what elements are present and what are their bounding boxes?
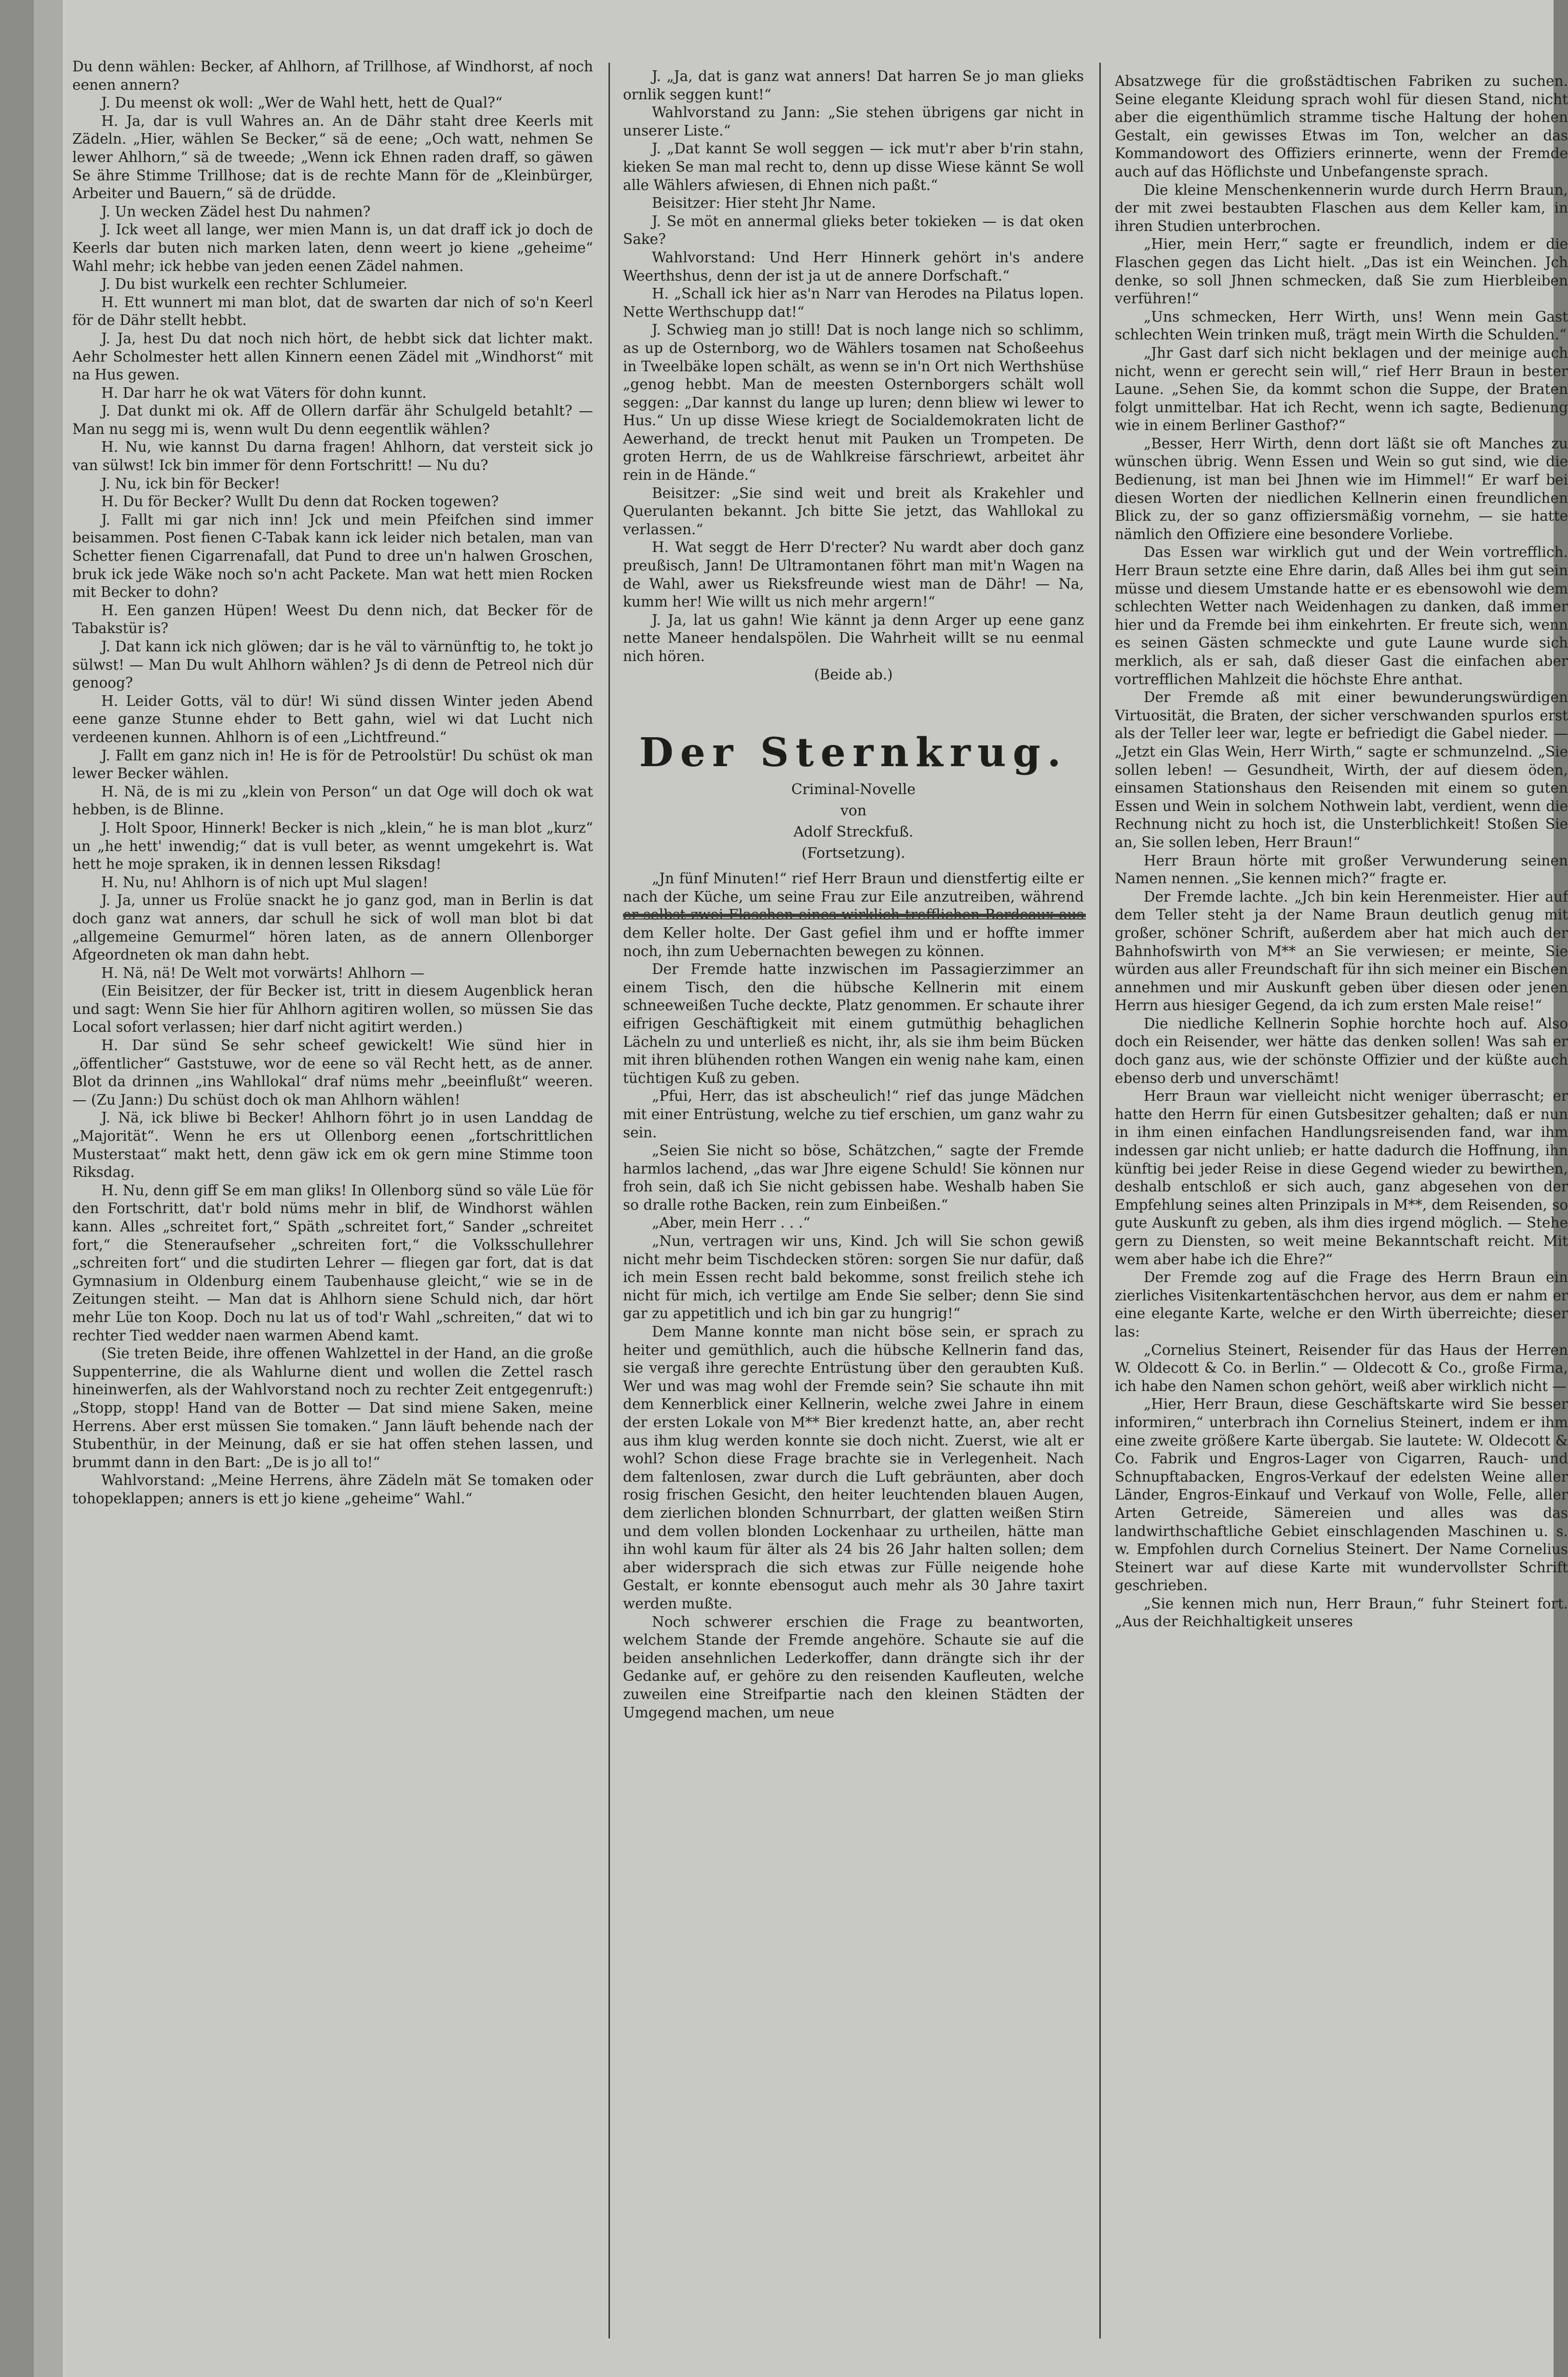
paragraph: J. „Ja, dat is ganz wat anners! Dat harren Se jo man glieks ornlik seggen kunt!“ [623, 68, 1084, 103]
paragraph: „Nun, vertragen wir uns, Kind. Jch will Sie schon gewiß nicht mehr beim Tischdecken stören: sorgen Sie nur dafür, daß ich mein Essen recht bald bekomme, sonst freilich stehe ich nicht für mich, ich vertilge am Ende Sie selber; denn Sie sind gar zu appetitlich und ich bin gar zu hungrig!“ [623, 1233, 1084, 1322]
paragraph: Noch schwerer erschien die Frage zu beantworten, welchem Stande der Fremde angehöre. Schaute sie auf die beiden ansehnlichen Lederkoffer, dann drängte sich ihr der Gedanke auf, er gehöre zu den reisenden Kaufleuten, welche zuweilen eine Streifpartie nach den kleinen Städten der Umgegend machen, um neue [623, 1613, 1084, 1721]
paragraph: (Ein Beisitzer, der für Becker ist, tritt in diesem Augenblick heran und sagt: Wenn Sie hier für Ahlhorn agitiren wollen, so müssen Sie das Local sofort verlassen; hier darf nicht agitirt werden.) [72, 983, 593, 1036]
paragraph: H. „Schall ick hier as'n Narr van Herodes na Pilatus lopen. Nette Werthschupp dat!“ [623, 285, 1084, 320]
paragraph: J. Fallt mi gar nich inn! Jck und mein Pfeifchen sind immer beisammen. Post fienen C-Tabak kann ick leider nich betalen, man van Schetter fienen Cigarrenafall, dat Pund to dree un'n halwen Groschen, bruk ick jede Wäke noch so'n acht Packete. Man wat hett mien Rocken mit Becker to dohn? [72, 511, 593, 601]
paragraph: Die niedliche Kellnerin Sophie horchte hoch auf. Also doch ein Reisender, wer hätte das denken sollen! Was sah er doch ganz aus, wie der schönste Offizier und der küßte auch ebenso derb und unverschämt! [1115, 1015, 1568, 1086]
paragraph: H. Dar sünd Se sehr scheef gewickelt! Wie sünd hier in „öffentlicher“ Gaststuwe, wor de eene so väl Recht hett, as de anner. Blot da drinnen „ins Wahllokal“ draf nüms mehr „beeinflußt“ weeren. — (Zu Jann:) Du schüst doch ok man Ahlhorn wählen! [72, 1037, 593, 1108]
paragraph: J. „Dat kannt Se woll seggen — ick mut'r aber b'rin stahn, kieken Se man mal recht to, denn up disse Wiese kännt Se woll alle Wählers afwiesen, di Ehnen nich paßt.“ [623, 140, 1084, 193]
paragraph: „Uns schmecken, Herr Wirth, uns! Wenn mein Gast schlechten Wein trinken muß, trägt mein Wirth die Schulden.“ [1115, 308, 1568, 343]
paragraph: J. Fallt em ganz nich in! He is för de Petroolstür! Du schüst ok man lewer Becker wählen. [72, 747, 593, 782]
paragraph: Wahlvorstand zu Jann: „Sie stehen übrigens gar nicht in unserer Liste.“ [623, 104, 1084, 139]
paragraph: „Besser, Herr Wirth, denn dort läßt sie oft Manches zu wünschen übrig. Wenn Essen und Wein so gut sind, wie die Bedienung, ist man bei Jhnen wie im Himmel!“ Er warf bei diesen Worten der niedlichen Kellnerin einen freundlichen Blick zu, der so ganz offiziersmäßig vornehm, — sie hatte nämlich den Offiziere eine besondere Vorliebe. [1115, 435, 1568, 542]
paragraph: Wahlvorstand: „Meine Herrens, ähre Zädeln mät Se tomaken oder tohopeklappen; anners is ett jo kiene „geheime“ Wahl.“ [72, 1472, 593, 1507]
paragraph: Herr Braun hörte mit großer Verwunderung seinen Namen nennen. „Sie kennen mich?“ fragte er. [1115, 852, 1568, 887]
stage-direction-exit: (Beide ab.) [814, 666, 893, 683]
paragraph: J. Nä, ick bliwe bi Becker! Ahlhorn föhrt jo in usen Landdag de „Majorität“. Wenn he ers ut Ollenborg eenen „fortschrittlichen Musterstaat“ makt hett, denn gäw ick em ok gern mine Stimme toon Riksdag. [72, 1109, 593, 1181]
paragraph: H. Nä, nä! De Welt mot vorwärts! Ahlhorn — [101, 964, 425, 981]
section-rule-thin [623, 918, 1086, 919]
column-left-dialog [72, 58, 593, 2324]
spacer [623, 695, 1084, 707]
paragraph: Herr Braun war vielleicht nicht weniger überrascht; er hatte den Herrn für einen Gutsbesitzer gehalten; daß er nun in ihm einen einfachen Handlungsreisenden fand, war ihm indessen gar nicht unlieb; er hatte dadurch die Hoffnung, ihn künftig bei jeder Reise in diese Gegend wieder zu bewirthen, deshalb entschloß er sich auch, ganz abgesehen von der Empfehlung seines alten Prinzipals in M**, dem Reisenden, so gute Auskunft zu geben, als ihm dies irgend möglich. — Stehe gern zu Diensten, so weit meine Bekanntschaft reicht. Mit wem aber habe ich die Ehre?“ [1115, 1088, 1568, 1268]
paragraph: J. Du bist wurkelk een rechter Schlumeier. [101, 276, 408, 293]
paragraph: H. Nu, nu! Ahlhorn is of nich upt Mul slagen! [101, 874, 429, 891]
spacer [623, 684, 1084, 695]
paragraph: „Jhr Gast darf sich nicht beklagen und der meinige auch nicht, wenn er gerecht sein will,“ rief Herr Braun in bester Laune. „Sehen Sie, da kommt schon die Suppe, der Braten folgt unmittelbar. Hat ich Recht, wenn ich sagte, Bedienung wie in einem Berliner Gasthof?“ [1115, 344, 1568, 434]
paragraph: J. Dat dunkt mi ok. Aff de Ollern darfär ähr Schulgeld betahlt? — Man nu segg mi is, wenn wult Du denn eegentlik wählen? [72, 403, 593, 437]
paragraph: Der Fremde zog auf die Frage des Herrn Braun ein zierliches Visitenkartentäschchen hervor, aus dem er nahm er eine elegante Karte, welche er den Wirth überreichte; dieser las: [1115, 1269, 1568, 1340]
paragraph: „Seien Sie nicht so böse, Schätzchen,“ sagte der Fremde harmlos lachend, „das war Jhre eigene Schuld! Sie können nur froh sein, daß ich Sie nicht gebissen habe. Weshalb haben Sie so dralle rothe Backen, rein zum Einbeißen.“ [623, 1142, 1084, 1213]
paragraph: J. Nu, ick bin för Becker! [101, 475, 280, 492]
paragraph: Die kleine Menschenkennerin wurde durch Herrn Braun, der mit zwei bestaubten Flaschen aus dem Keller kam, in ihren Studien unterbrochen. [1115, 181, 1568, 234]
paragraph: „Sie kennen mich nun, Herr Braun,“ fuhr Steinert fort. „Aus der Reichhaltigkeit unseres [1115, 1595, 1568, 1630]
page-gutter [34, 0, 63, 2377]
column-right-story [1115, 72, 1568, 2338]
paragraph: H. Leider Gotts, väl to dür! Wi sünd dissen Winter jeden Abend eene ganze Stunne ehder to Bett gahn, wiel wi dat Lucht nich verdeenen kunnen. Ahlhorn is of een „Lichtfreund.“ [72, 692, 593, 745]
paragraph: „Aber, mein Herr . . .“ [652, 1215, 811, 1231]
paragraph: H. Wat seggt de Herr D'recter? Nu wardt aber doch ganz preußisch, Jann! De Ultramontanen föhrt man mit'n Wagen na de Wahl, awer us Rieksfreunde wiest man de Dähr! — Na, kumm her! Wie willt us nich mehr argern!“ [623, 539, 1084, 610]
paragraph: J. Dat kann ick nich glöwen; dar is he väl to värnünftig to, he tokt jo sülwst! — Man Du wult Ahlhorn wählen? Js di denn de Petreol nich dür genoog? [72, 638, 593, 691]
paragraph: J. Ick weet all lange, wer mien Mann is, un dat draff ick jo doch de Keerls dar buten nich marken laten, denn weert jo kiene „geheime“ Wahl mehr; ick hebbe van jeden eenen Zädel nahmen. [72, 221, 593, 274]
paragraph: Beisitzer: Hier steht Jhr Name. [652, 195, 876, 212]
paragraph: (Sie treten Beide, ihre offenen Wahlzettel in der Hand, an die große Suppenterrine, die als Wahlurne dient und wollen die Zettel rasch hineinwerfen, als der Wahlvorstand noch zu rechter Zeit entgegenruft:) „Stopp, stopp! Hand van de Botter — Dat sind miene Saken, meine Herrens. Aber erst müssen Sie tomaken.“ Jann läuft behende nach der Stubenthür, in der Meinung, daß er sie hat offen stehen lassen, und brummt dann in den Bart: „De is jo all to!“ [72, 1345, 593, 1471]
column-middle [623, 68, 1084, 2334]
paragraph: J. Holt Spoor, Hinnerk! Becker is nich „klein,“ he is man blot „kurz“ un „he hett' inwendig;“ dat is vull beter, as wennt umgekehrt is. Wat hett he moje spraken, ik in dennen lessen Riksdag! [72, 819, 593, 873]
paragraph: J. Se möt en annermal glieks beter tokieken — is dat oken Sake? [623, 213, 1084, 248]
spacer [623, 864, 1084, 870]
story-title: Der Sternkrug. [639, 729, 1068, 776]
paragraph: H. Dar harr he ok wat Väters för dohn kunnt. [101, 384, 427, 401]
story-continuation: (Fortsetzung). [801, 845, 906, 862]
paragraph: J. Ja, unner us Frolüe snackt he jo ganz god, man in Berlin is dat doch ganz wat anners, dar schull he sick of woll man blot bi dat „allgemeine Gemurmel“ hören laten, as de annern Ollenborger Afgeordneten ok man dahn hebt. [72, 892, 593, 963]
paragraph: „Cornelius Steinert, Reisender für das Haus der Herren W. Oldecott & Co. in Berlin.“ — Oldecott & Co., große Firma, ich habe den Namen schon gehört, weiß aber wirklich nicht — [1115, 1341, 1568, 1394]
story-author: Adolf Streckfuß. [793, 824, 914, 841]
paragraph: H. Nu, denn giff Se em man gliks! In Ollenborg sünd so väle Lüe för den Fortschritt, dat'r bold nüms mehr in blif, de Windhorst wählen kann. Alles „schreitet fort,“ Späth „schreitet fort,“ Sander „schreitet fort,“ die Steneraufseher „schreiten fort,“ die Volksschullehrer „schreiten fort“ und die studirten Lehrer — fliegen gar fort, dat is dat Gymnasium in Oldenburg einem Taubenhause gleicht,“ wie se in de Zeitungen steiht. — Man dat is Ahlhorn siene Schuld nich, dar hört mehr Lüe ton Koop. Doch nu lat us of tod'r Wahl „schreiten,“ dat wi to rechter Tied wedder naen warmen Abend kamt. [72, 1182, 593, 1344]
paragraph: Das Essen war wirklich gut und der Wein vortrefflich. Herr Braun setzte eine Ehre darin, daß Alles bei ihm gut sein müsse und diesem Umstande hatte er es ebensowohl wie dem schlechten Wetter nach Weidenhagen zu danken, daß immer hier und da Fremde bei ihm einkehrten. Er freute sich, wenn es seinen Gästen schmeckte und gute Laune wurde sich merklich, als er sah, daß dieser Gast die einfachen aber vortrefflichen Mahlzeit die höchste Ehre anthat. [1115, 544, 1568, 688]
paragraph: Du denn wählen: Becker, af Ahlhorn, af Trillhose, af Windhorst, af noch eenen annern? [72, 58, 593, 93]
paragraph: „Hier, mein Herr,“ sagte er freundlich, indem er die Flaschen gegen das Licht hielt. „Das ist ein Weinchen. Jch denke, so soll Jhnen schmecken, daß Sie zum Hierbleiben verführen!“ [1115, 236, 1568, 307]
story-genre: Criminal-Novelle [791, 781, 916, 798]
paragraph: Wahlvorstand: Und Herr Hinnerk gehört in's andere Weerthshus, denn der ist ja ut de annere Dorfschaft.“ [623, 249, 1084, 284]
paragraph: H. Nu, wie kannst Du darna fragen! Ahlhorn, dat versteit sick jo van sülwst! Ick bin immer för denn Fortschritt! — Nu du? [72, 439, 593, 474]
paragraph: Der Fremde aß mit einer bewunderungswürdigen Virtuosität, die Braten, der sicher verschwanden spurlos erst als der Teller leer war, legte er befriedigt die Gabel nieder. — „Jetzt ein Glas Wein, Herr Wirth,“ sagte er schmunzelnd. „Sie sollen leben! — Gesundheit, Wirth, der auf diesem öden, einsamen Stationshaus den Reisenden mit einem so guten Essen und Wein in solchem Nothwein labt, verdient, wenn die Rechnung nicht zu hoch ist, die Unsterblichkeit! Stoßen Sie an, Sie sollen leben, Herr Braun!“ [1115, 689, 1568, 851]
paragraph: H. Ett wunnert mi man blot, dat de swarten dar nich of so'n Keerl för de Dähr stellt hebbt. [72, 294, 593, 329]
paragraph: J. Schwieg man jo still! Dat is noch lange nich so schlimm, as up de Osternborg, wo de Wählers tosamen nat Schoßeehus in Tweelbäke lopen schält, as wenn se in'n Ort nich Werthshüse „genog hebbt. Man de meesten Osternborgers schält woll seggen: „Dar kannst du lange up luren; denn bliew wi lewer to Hus.“ Un up disse Wiese kriegt de Socialdemokraten licht de Aewerhand, de treckt henut mit Pauken un Trompeten. De groten Herrn, de us de Wahlkreise färschriewt, arbeitet ähr rein in de Hände.“ [623, 322, 1084, 484]
paragraph: Dem Manne konnte man nicht böse sein, er sprach zu heiter und gemüthlich, auch die hübsche Kellnerin fand das, sie vergaß ihre gerechte Entrüstung über den geraubten Kuß. Wer und was mag wohl der Fremde sein? Sie schaute ihn mit dem Kennerblick einer Kellnerin, welche zwei Jahre in einem der ersten Lokale von M** Bier kredenzt hatte, an, aber recht aus ihm klug werden konnte sie doch nicht. Zuerst, wie alt er wohl? Schon diese Frage brachte sie in Verlegenheit. Nach dem faltenlosen, zwar durch die Luft gebräunten, aber doch rosig frischen Gesicht, den heiter leuchtenden blauen Augen, dem zierlichen blonden Schnurrbart, der glatten weißen Stirn und dem vollen blonden Lockenhaar zu urtheilen, hätte man ihn wohl kaum für älter als 24 bis 26 Jahr halten sollen; dem aber widersprach die sich etwas zur Fülle neigende hohe Gestalt, er konnte ebensogut auch mehr als 30 Jahre taxirt werden mußte. [623, 1324, 1084, 1612]
paragraph: Beisitzer: „Sie sind weit und breit als Krakehler und Querulanten bekannt. Jch bitte Sie jetzt, das Wahllokal zu verlassen.“ [623, 485, 1084, 538]
paragraph: H. Du för Becker? Wullt Du denn dat Rocken togewen? [101, 493, 499, 510]
paragraph: J. Du meenst ok woll: „Wer de Wahl hett, hett de Qual?“ [101, 95, 503, 111]
paragraph: „Jn fünf Minuten!“ rief Herr Braun und dienstfertig eilte er nach der Küche, um seine Frau zur Eile anzutreiben, während dem Keller holte. Der Gast gefiel ihm und er hoffte immer noch, ihn zum Uebernachten bewegen zu können. [623, 870, 1084, 959]
paragraph: Der Fremde lachte. „Jch bin kein Herenmeister. Hier auf dem Teller steht ja der Name Braun deutlich genug mit großer, schöner Schrift, außerdem aber hat mich auch der Bahnhofswirth von M** an Sie verwiesen; er meinte, Sie würden aus aller Freundschaft für ihn sich meiner ein Bischen annehmen und mir Auskunft geben über diesen oder jenen Herrn aus hiesiger Gegend, da ich zum ersten Male reise!“ [1115, 888, 1568, 1014]
paragraph: Der Fremde hatte inzwischen im Passagierzimmer an einem Tisch, den die hübsche Kellnerin mit einem schneeweißen Tuche deckte, Platz genommen. Er schaute ihrer eifrigen Geschäftigkeit mit einem gutmüthig behaglichen Lächeln zu und unterließ es nicht, ihr, als sie ihm beim Bücken mit ihren blühenden rothen Wangen ein wenig nahe kam, einen tüchtigen Kuß zu geben. [623, 961, 1084, 1086]
paragraph: Absatzwege für die großstädtischen Fabriken zu suchen. Seine elegante Kleidung sprach wohl für diesen Stand, nicht aber die eigenthümlich stramme tische Haltung der hohen Gestalt, ein gewisses Etwas im Ton, welcher an das Kommandowort des Offiziers erinnerte, wenn der Fremde auch auf das Höflichste und Unbefangenste sprach. [1115, 73, 1568, 180]
paragraph: „Hier, Herr Braun, diese Geschäftskarte wird Sie besser informiren,“ unterbrach ihn Cornelius Steinert, indem er ihm eine zweite größere Karte übergab. Sie lautete: W. Oldecott & Co. Fabrik und Engros-Lager von Cigarren, Rauch- und Schnupftabacken, Engros-Verkauf der edelsten Weine aller Länder, Engros-Einkauf und Verkauf von Wolle, Felle, aller Arten Getreide, Sämereien und alles was das landwirthschaftliche Gebiet einschlagenden Maschinen u. s. w. Empfohlen durch Cornelius Steinert. Der Name Cornelius Steinert war auf diese Karte mit wundervollster Schrift geschrieben. [1115, 1396, 1568, 1594]
paragraph: J. Ja, hest Du dat noch nich hört, de hebbt sick dat lichter makt. Aehr Scholmester hett allen Kinnern eenen Zädel mit „Windhorst“ mit na Hus gewen. [72, 330, 593, 383]
section-rule [623, 914, 1086, 917]
paragraph: H. Nä, de is mi zu „klein von Person“ un dat Oge will doch ok wat hebben, is de Blinne. [72, 783, 593, 818]
paragraph: „Pfui, Herr, das ist abscheulich!“ rief das junge Mädchen mit einer Entrüstung, welche zu tief erschien, um ganz wahr zu sein. [623, 1088, 1084, 1141]
column-rule-right [1099, 63, 1101, 2338]
page-binding [0, 0, 34, 2377]
column-rule-left [608, 63, 610, 2338]
story-byline: von [840, 802, 867, 820]
paragraph: H. Ja, dar is vull Wahres an. An de Dähr staht dree Keerls mit Zädeln. „Hier, wählen Se Becker,“ sä de eene; „Och watt, nehmen Se lewer Ahlhorn,“ sä de tweede; „Wenn ick Ehnen raden draff, so gäwen Se ähre Stimme Trillhose; dat is de rechte Mann för de „Kleinbürger, Arbeiter und Bauern,“ sä de drüdde. [72, 112, 593, 202]
paragraph: J. Un wecken Zädel hest Du nahmen? [101, 203, 371, 220]
paragraph: H. Een ganzen Hüpen! Weest Du denn nich, dat Becker för de Tabakstür is? [72, 602, 593, 637]
paragraph: J. Ja, lat us gahn! Wie kännt ja denn Arger up eene ganz nette Maneer hendalspölen. Die Wahrheit willt se nu eenmal nich hören. [623, 611, 1084, 664]
